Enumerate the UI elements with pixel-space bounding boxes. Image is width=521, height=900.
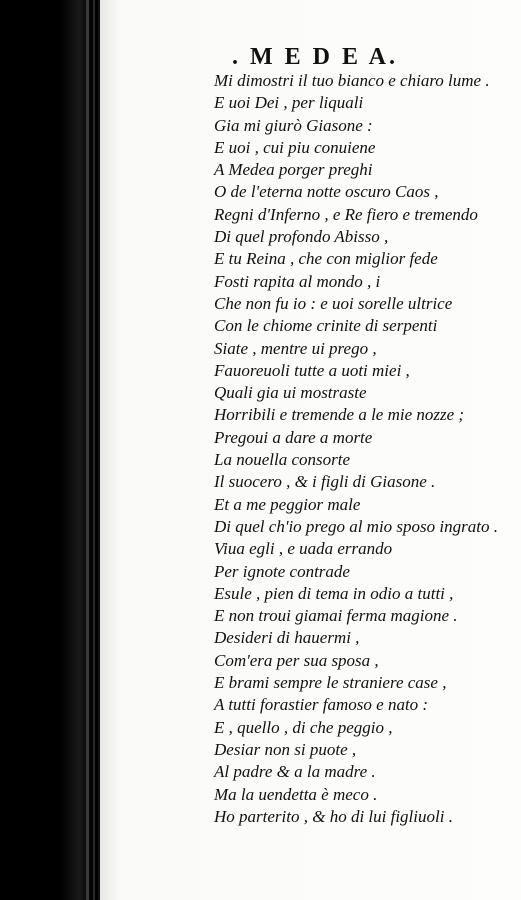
binding-shadow	[93, 0, 95, 900]
verse-line: Com'era per sua sposa ,	[214, 650, 379, 670]
verse-line: Mi dimostri il tuo bianco e chiaro lume .	[214, 71, 490, 90]
verse-line: Quali gia ui mostraste	[214, 383, 367, 403]
verse-line: Per ignote contrade	[214, 561, 350, 581]
verse-line: Gia mi giurò Giasone :	[214, 115, 373, 135]
verse-line: Desiar non si puote ,	[214, 739, 357, 759]
verse-line: Al padre & a la madre .	[214, 762, 376, 782]
verse-line: Desideri di hauermi ,	[214, 628, 360, 648]
verse-line: Esule , pien di tema in odio a tutti ,	[214, 583, 454, 603]
verse-line: Siate , mentre ui prego ,	[214, 338, 377, 358]
verse-line: E non troui giamai ferma magione .	[214, 606, 458, 626]
verse-line: E , quello , di che peggio ,	[214, 717, 393, 737]
book-binding	[0, 0, 98, 900]
verse-line: Fauoreuoli tutte a uoti miei ,	[214, 360, 410, 380]
verse-line: E brami sempre le straniere case ,	[214, 673, 447, 693]
verse-line: Fosti rapita al mondo , i	[214, 271, 381, 291]
verse-line: Di quel profondo Abisso ,	[214, 227, 389, 247]
verse-line: Il suocero , & i figli di Giasone .	[214, 472, 436, 492]
verse-line: O de l'eterna notte oscuro Caos ,	[214, 182, 439, 202]
verse-line: La nouella consorte	[214, 450, 350, 470]
verse-line: Viua egli , e uada errando	[214, 539, 393, 559]
verse-line: A tutti forastier famoso e nato :	[214, 695, 429, 715]
verse-line: Che non fu io : e uoi sorelle ultrice	[214, 293, 453, 313]
verse-line: Con le chiome crinite di serpenti	[214, 316, 438, 336]
verse-line: Regni d'Inferno , e Re fiero e tremendo	[214, 204, 478, 224]
verse-line: Horribili e tremende a le mie nozze ;	[214, 405, 465, 425]
verse-line: Et a me peggior male	[214, 494, 361, 514]
verse-line: Ho parterito , & ho di lui figliuoli .	[214, 806, 453, 826]
verse-line: E tu Reina , che con miglior fede	[214, 249, 438, 269]
verse-line: E uoi Dei , per liquali	[214, 93, 364, 113]
running-head: . M E D E A.	[232, 44, 399, 70]
verse-line: A Medea porger preghi	[214, 160, 373, 180]
verse-text	[214, 70, 514, 828]
binding-shadow	[86, 0, 89, 900]
verse-line: Ma la uendetta è meco .	[214, 784, 378, 804]
verse-line: Di quel ch'io prego al mio sposo ingrato .	[214, 516, 498, 536]
verse-line: E uoi , cui piu conuiene	[214, 137, 376, 157]
verse-line: Pregoui a dare a morte	[214, 427, 373, 447]
